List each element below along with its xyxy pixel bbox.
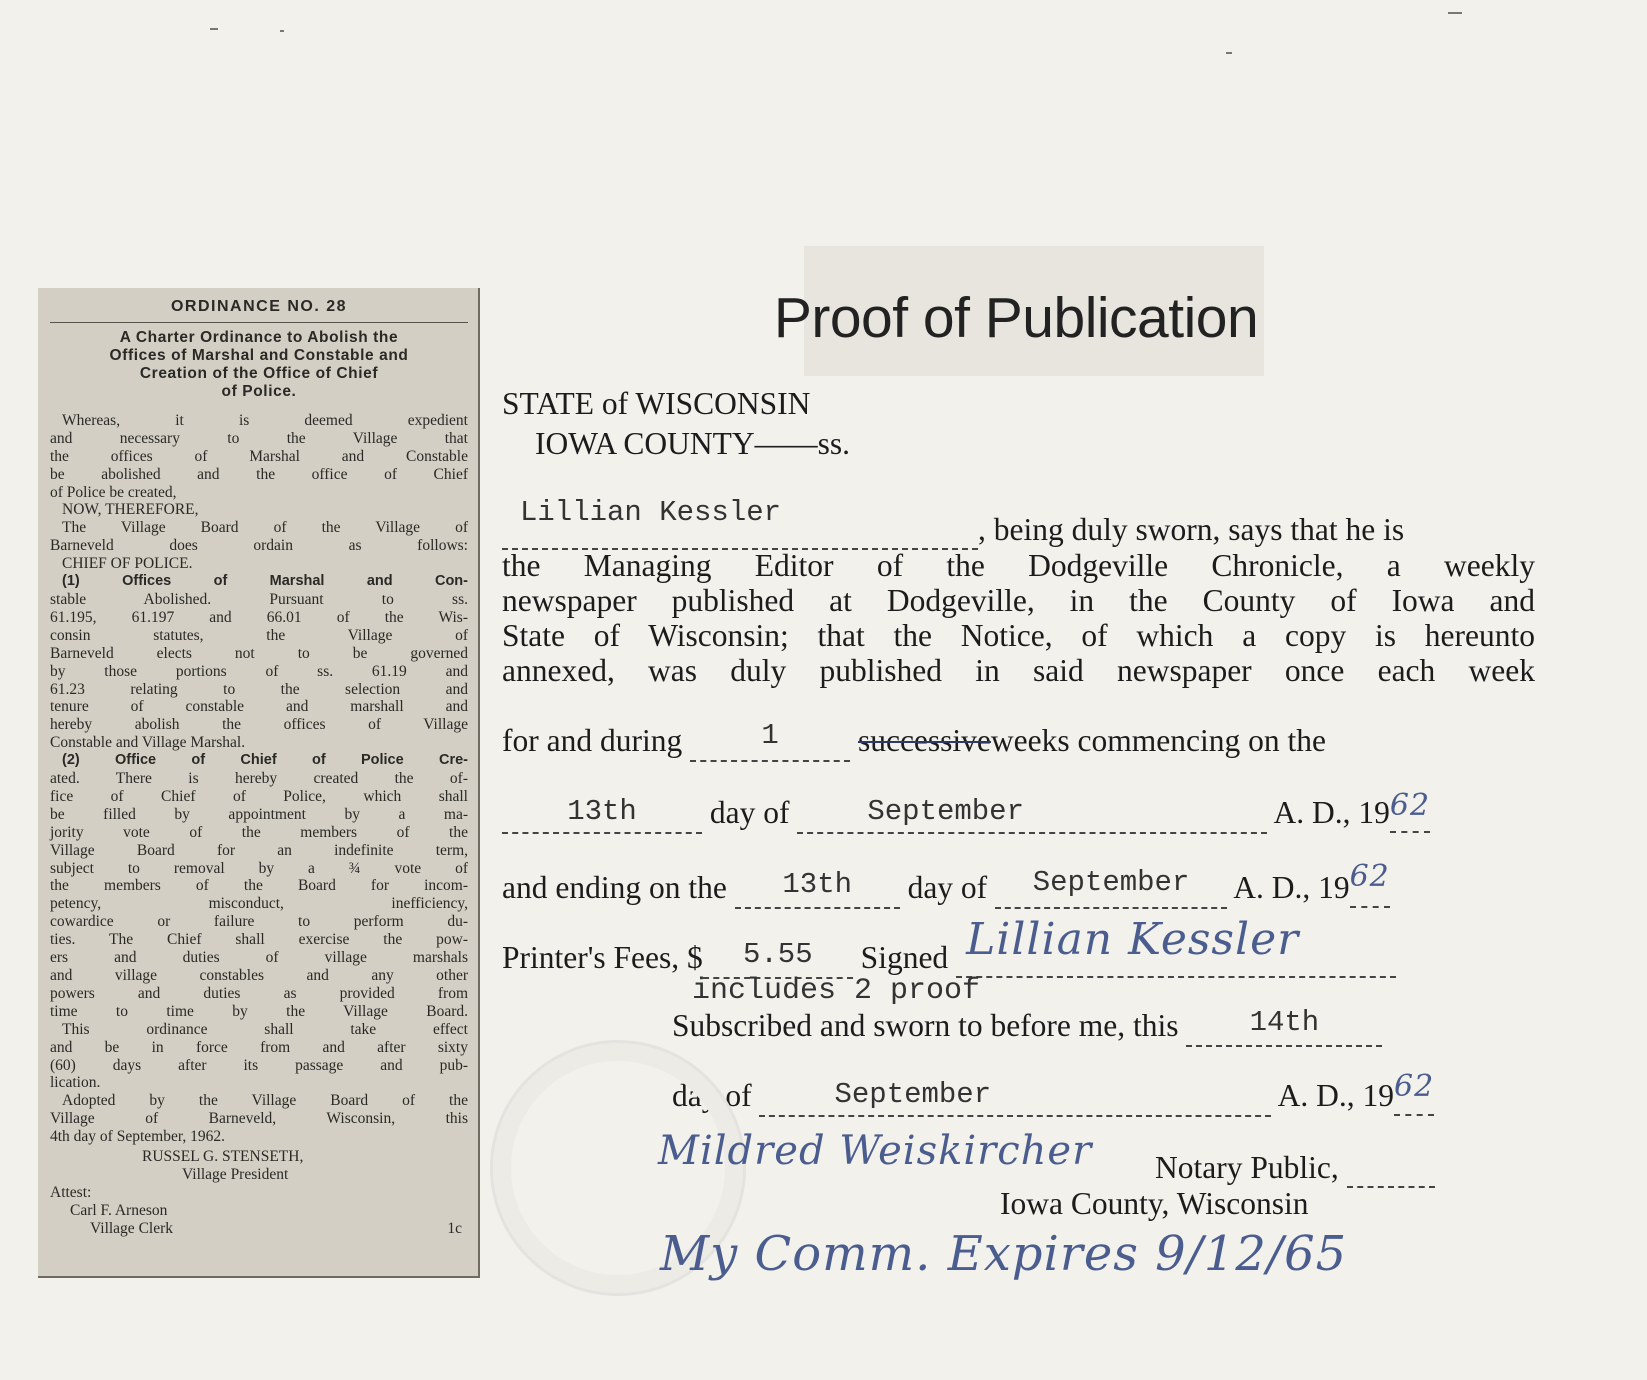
affiant-line <box>502 496 1535 550</box>
body-line: (1) Offices of Marshal and Con- <box>62 573 468 590</box>
start-day-field <box>502 795 702 834</box>
body-line: This ordinance shall take effect <box>62 1020 468 1038</box>
body-line: cowardice or failure to perform du- <box>50 913 468 931</box>
start-year: 62 <box>1389 788 1431 823</box>
sworn-day-of-label: day of <box>672 1078 752 1113</box>
body-line: CHIEF OF POLICE. <box>62 555 193 573</box>
end-year-field <box>1349 859 1390 908</box>
sworn-year: 62 <box>1394 1069 1435 1104</box>
start-month-field <box>797 795 1267 834</box>
county-line: IOWA COUNTY——ss. <box>535 426 850 461</box>
start-day: 13th <box>567 795 637 828</box>
sworn-day-field <box>1186 1008 1382 1047</box>
body-line: time to time by the Village Board. <box>50 1002 468 1020</box>
body-line: be filled by appointment by a ma- <box>50 805 468 823</box>
subtitle-line: Creation of the Office of Chief <box>139 364 379 382</box>
clerk-title: Village Clerk <box>90 1220 174 1238</box>
paragraph-line: State of Wisconsin; that the Notice, of which a copy is hereunto <box>502 618 1535 653</box>
sworn-month-field <box>759 1078 1271 1117</box>
commission-note: My Comm. Expires 9/12/65 <box>660 1226 1348 1282</box>
body-line: ties. The Chief shall exercise the pow- <box>50 931 468 949</box>
body-line: tenure of constable and marshall and <box>50 698 468 716</box>
body-line: hereby abolish the offices of Village <box>50 716 468 734</box>
strike-mark <box>858 741 991 743</box>
successive-struck <box>858 723 991 758</box>
affiant-signature: Lillian Kessler <box>966 914 1300 965</box>
subscribed-line <box>672 1008 1535 1047</box>
body-line: ated. There is hereby created the of- <box>50 770 468 788</box>
fees-amount: 5.55 <box>742 938 813 971</box>
start-year-field <box>1389 788 1431 833</box>
body-line: Village of Barneveld, Wisconsin, this <box>50 1110 468 1128</box>
successive-label: successive <box>857 723 991 758</box>
paper-speck <box>1226 52 1232 54</box>
body-line: Barneveld does ordain as follows: <box>50 537 468 555</box>
subtitle-line: A Charter Ordinance to Abolish the <box>119 328 399 346</box>
notary-blank <box>1347 1150 1435 1188</box>
start-date-line <box>502 788 1535 834</box>
paper-speck <box>210 28 218 30</box>
body-line: stable Abolished. Pursuant to ss. <box>50 590 468 608</box>
ordinance-signatures <box>50 1148 468 1238</box>
body-line: powers and duties as provided from <box>50 984 468 1002</box>
body-line: fice of Chief of Police, which shall <box>50 787 468 805</box>
body-line: 61.195, 61.197 and 66.01 of the Wis- <box>50 608 468 626</box>
fees-label: Printer's Fees, $ <box>502 940 703 975</box>
duration-line <box>502 719 1535 762</box>
body-line: be abolished and the office of Chief <box>50 465 468 483</box>
body-line: and village constables and any other <box>50 967 468 984</box>
affiant-field <box>502 496 978 550</box>
form-title: Proof of Publication <box>773 286 1259 350</box>
ordinance-body <box>50 412 468 1146</box>
ordinance-subtitle <box>50 329 468 401</box>
subtitle-line: Offices of Marshal and Constable and <box>109 346 409 364</box>
body-line: Whereas, it is deemed expedient <box>62 411 468 429</box>
fees-note: includes 2 proof <box>692 974 981 1008</box>
weeks-count: 1 <box>761 719 779 752</box>
for-during-label: for and during <box>502 723 683 758</box>
president-name: RUSSEL G. STENSETH, <box>142 1148 304 1166</box>
body-line: subject to removal by a ¾ vote of <box>50 859 468 877</box>
end-year: 62 <box>1349 859 1390 894</box>
paragraph-line: newspaper published at Dodgeville, in the County of Iowa and <box>502 583 1535 618</box>
body-line: jority vote of the members of the <box>50 823 468 841</box>
sworn-year-field <box>1394 1069 1435 1116</box>
paper-speck <box>280 30 284 32</box>
end-date-line <box>502 859 1535 909</box>
attest-label: Attest: <box>50 1184 92 1202</box>
body-line: and necessary to the Village that <box>50 429 468 447</box>
end-day: 13th <box>782 868 853 901</box>
ordinance-title: ORDINANCE NO. 28 <box>170 298 348 315</box>
end-month-field <box>995 866 1227 909</box>
body-line: 61.23 relating to the selection and <box>50 680 468 698</box>
paper-speck <box>1448 12 1462 14</box>
body-line: Adopted by the Village Board of the <box>62 1092 468 1110</box>
body-line: ers and duties of village marshals <box>50 949 468 967</box>
end-day-of-label: day of <box>907 870 988 905</box>
body-line: (2) Office of Chief of Police Cre- <box>62 752 468 769</box>
body-line: petency, misconduct, inefficiency, <box>50 895 468 913</box>
signed-label: Signed <box>860 940 949 975</box>
body-line: the offices of Marshal and Constable <box>50 447 468 465</box>
president-title: Village President <box>182 1166 289 1184</box>
paragraph-line: the Managing Editor of the Dodgeville Chronicle, a weekly <box>502 548 1535 583</box>
notary-label: Notary Public, <box>1155 1150 1339 1185</box>
affiant-name: Lillian Kessler <box>520 496 782 529</box>
end-month: September <box>1032 866 1190 899</box>
paragraph-line: annexed, was duly published in said newspaper once each week <box>502 653 1535 688</box>
sworn-ad-label: A. D., 19 <box>1277 1078 1394 1113</box>
body-line: Barneveld elects not to be governed <box>50 644 468 662</box>
state-line: STATE of WISCONSIN <box>502 386 811 421</box>
ordinance-clipping <box>38 288 480 1278</box>
commencing-label: commencing on the <box>1077 723 1326 758</box>
weeks-count-field <box>690 719 850 762</box>
ending-label: and ending on the <box>502 870 727 905</box>
clerk-name: Carl F. Arneson <box>70 1202 168 1220</box>
subscribed-label: Subscribed and sworn to before me, this <box>672 1008 1179 1043</box>
ad-label: A. D., 19 <box>1273 795 1390 830</box>
insertion-code: 1c <box>447 1220 462 1238</box>
day-of-label: day of <box>709 795 790 830</box>
notary-line <box>1155 1150 1535 1188</box>
body-line: Constable and Village Marshal. <box>50 734 246 752</box>
subtitle-line: of Police. <box>221 382 297 400</box>
body-line: NOW, THEREFORE, <box>62 501 199 519</box>
start-month: September <box>867 795 1024 828</box>
end-day-field <box>735 870 900 909</box>
body-line: and be in force from and after sixty <box>50 1038 468 1056</box>
body-line: 4th day of September, 1962. <box>50 1128 226 1146</box>
clerk-row <box>50 1220 468 1238</box>
signature-field <box>956 914 1396 978</box>
notary-signature: Mildred Weiskircher <box>658 1128 1093 1174</box>
sworn-date-line <box>672 1069 1535 1117</box>
body-line: Village Board for an indefinite term, <box>50 841 468 859</box>
end-ad-label: A. D., 19 <box>1233 870 1350 905</box>
body-line: (60) days after its passage and pub- <box>50 1056 468 1074</box>
body-line: the members of the Board for incom- <box>50 877 468 895</box>
body-line: lication. <box>50 1074 101 1092</box>
body-line: by those portions of ss. 61.19 and <box>50 662 468 680</box>
sworn-day: 14th <box>1249 1006 1320 1039</box>
notary-county: Iowa County, Wisconsin <box>1000 1186 1309 1221</box>
body-line: consin statutes, the Village of <box>50 626 468 644</box>
body-line: The Village Board of the Village of <box>62 519 468 537</box>
title-rule <box>50 322 468 323</box>
sworn-month: September <box>834 1078 992 1111</box>
weeks-label: weeks <box>990 723 1070 758</box>
sworn-text: , being duly sworn, says that he is <box>978 512 1405 547</box>
body-line: of Police be created, <box>50 483 177 501</box>
